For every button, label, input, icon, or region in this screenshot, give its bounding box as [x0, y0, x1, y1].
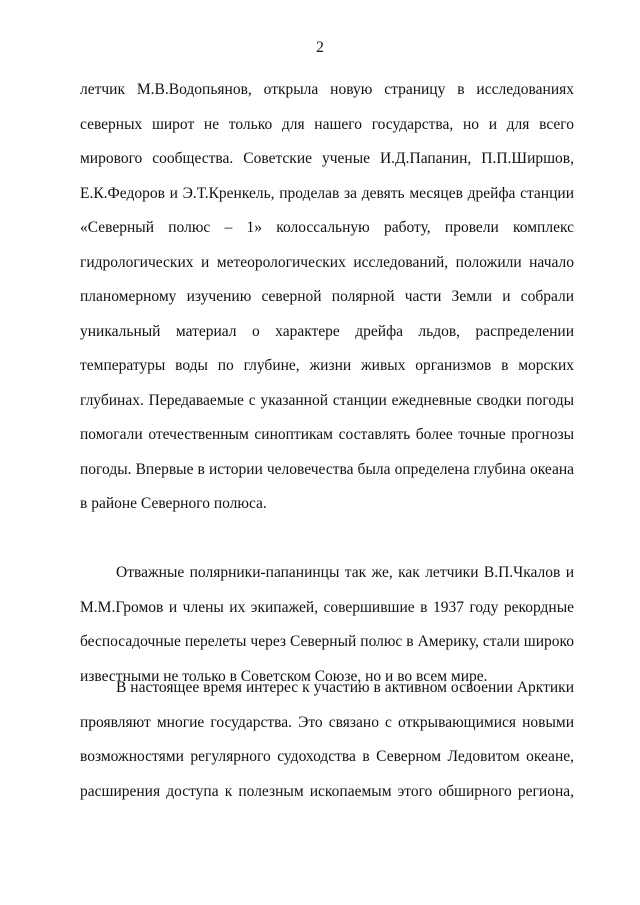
text-line: беспосадочные перелеты через Северный полюс в Америку, стали широко — [80, 633, 574, 650]
text-line: В настоящее время интерес к участию в активном освоении Арктики — [116, 679, 574, 696]
paragraph-3 — [80, 678, 574, 816]
text-line: М.М.Громов и члены их экипажей, совершившие в 1937 году рекордные — [80, 598, 574, 616]
text-line: планомерному изучению северной полярной части Земли и собрали — [80, 288, 574, 305]
text-line: помогали отечественным синоптикам составлять более точные прогнозы — [80, 426, 574, 443]
text-line: проявляют многие государства. Это связано с открывающимися новыми — [80, 713, 574, 731]
text-line: возможностями регулярного судоходства в Северном Ледовитом океане, — [80, 748, 574, 765]
paragraph-1 — [80, 80, 574, 529]
text-line: «Северный полюс – 1» колоссальную работу, провели комплекс — [80, 219, 574, 236]
text-line: северных широт не только для нашего государства, но и для всего — [80, 115, 574, 133]
text-line: гидрологических и метеорологических исследований, положили начало — [80, 253, 574, 271]
text-line: известными не только в Советском Союзе, но и во всем мире. — [80, 667, 488, 685]
text-line: погоды. Впервые в истории человечества была определена глубина океана — [80, 460, 574, 478]
text-line: в районе Северного полюса. — [80, 495, 267, 512]
text-line: глубинах. Передаваемые с указанной станции ежедневные сводки погоды — [80, 391, 574, 409]
text-line: Е.К.Федоров и Э.Т.Кренкель, проделав за девять месяцев дрейфа станции — [80, 184, 574, 202]
text-line: расширения доступа к полезным ископаемым этого обширного региона, — [80, 782, 574, 800]
text-line: летчик М.В.Водопьянов, открыла новую страницу в исследованиях — [80, 81, 574, 98]
text-line: Отважные полярники-папанинцы так же, как летчики В.П.Чкалов и — [116, 564, 574, 581]
text-line: мирового сообщества. Советские ученые И.Д.Папанин, П.П.Ширшов, — [80, 150, 574, 167]
page-number: 2 — [316, 39, 324, 56]
text-line: уникальный материал о характере дрейфа льдов, распределении — [80, 322, 574, 340]
text-line: температуры воды по глубине, жизни живых организмов в морских — [80, 357, 574, 374]
